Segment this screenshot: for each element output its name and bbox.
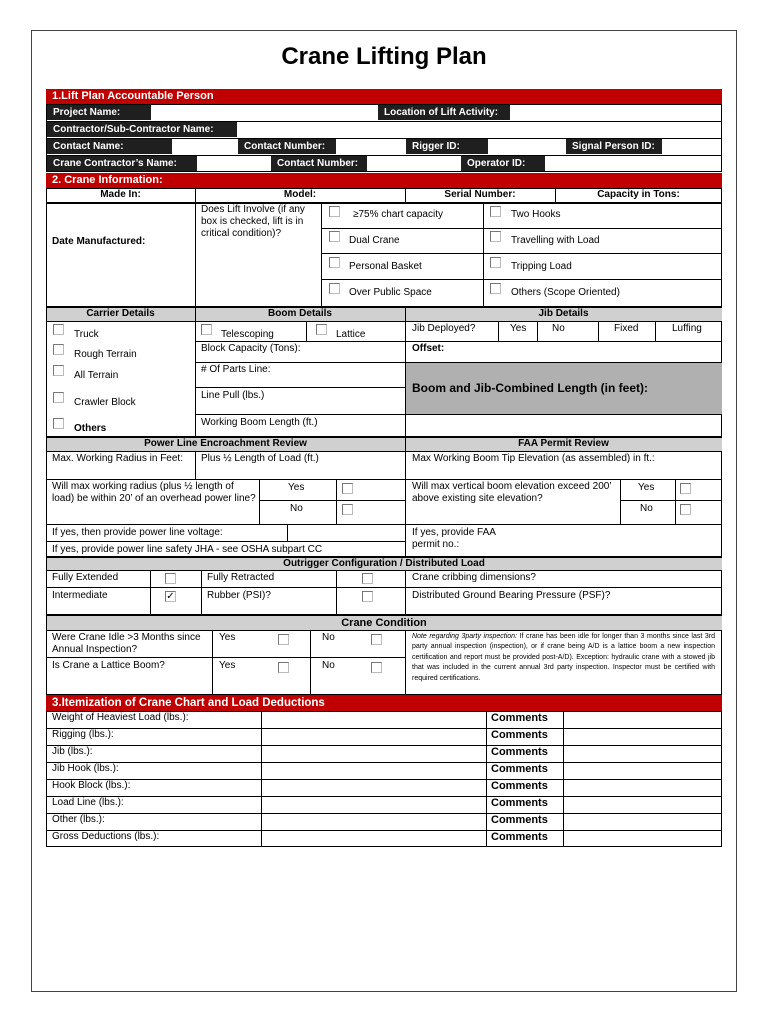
- comments-label: Comments: [491, 763, 548, 775]
- comments-field[interactable]: [564, 797, 721, 813]
- idle-question: Were Crane Idle >3 Months since Annual Inspection?: [52, 632, 201, 655]
- inspection-note: [412, 632, 715, 684]
- tripping-load-checkbox[interactable]: [490, 257, 501, 268]
- dual-crane-label: Dual Crane: [349, 235, 400, 246]
- lattice-no-label: No: [322, 660, 335, 671]
- comments-field[interactable]: [564, 831, 721, 847]
- chart-capacity-checkbox[interactable]: [329, 206, 340, 217]
- public-space-checkbox[interactable]: [329, 283, 340, 294]
- crane-contractor-label: Crane Contractor’s Name:: [47, 156, 197, 171]
- operator-id-label: Operator ID:: [461, 156, 545, 171]
- lattice-question: Is Crane a Lattice Boom?: [52, 660, 165, 671]
- inspection-note-title: Note regarding 3party inspection:: [412, 633, 517, 640]
- deduction-value-field[interactable]: [262, 712, 486, 728]
- contact-name-label: Contact Name:: [47, 139, 172, 154]
- parts-line-label: # Of Parts Line:: [201, 364, 271, 375]
- dual-crane-checkbox[interactable]: [329, 231, 340, 242]
- lattice-yes-label: Yes: [219, 660, 236, 671]
- within-20-question: Will max working radius (plus ½ length of load) be within 20’ of an overhead power line?: [52, 481, 256, 504]
- comments-label: Comments: [491, 780, 548, 792]
- max-tip-label: Max Working Boom Tip Elevation (as assembled) in ft.:: [412, 453, 655, 464]
- boom-details-label: Boom Details: [268, 308, 332, 319]
- deduction-row-label: Gross Deductions (lbs.):: [52, 831, 160, 842]
- contact-number-field[interactable]: [336, 139, 406, 155]
- jib-details-label: Jib Details: [538, 308, 589, 319]
- lift-involve-question: Does Lift Involve (if any box is checked, lift is in critical condition)?: [201, 204, 305, 239]
- section-3-header: 3.Itemization of Crane Chart and Load Deductions: [46, 695, 722, 711]
- max-radius-label: Max. Working Radius in Feet:: [52, 453, 183, 464]
- others-carrier-label: Others: [74, 423, 107, 434]
- rigger-id-label: Rigger ID:: [406, 139, 488, 154]
- crawler-block-checkbox[interactable]: [53, 392, 64, 403]
- truck-label: Truck: [74, 329, 99, 340]
- project-name-field[interactable]: [151, 105, 377, 121]
- offset-label: Offset:: [412, 343, 445, 354]
- deduction-row-label: Other (lbs.):: [52, 814, 105, 825]
- idle-yes-checkbox[interactable]: [278, 634, 289, 645]
- jib-luffing-option[interactable]: Luffing: [672, 323, 702, 334]
- comments-field[interactable]: [564, 729, 721, 745]
- comments-label: Comments: [491, 831, 548, 843]
- deduction-value-field[interactable]: [262, 763, 486, 779]
- project-name-label: Project Name:: [47, 105, 151, 120]
- idle-no-checkbox[interactable]: [371, 634, 382, 645]
- boom-jib-length-label: Boom and Jib-Combined Length (in feet):: [412, 381, 648, 395]
- travelling-label: Travelling with Load: [511, 235, 600, 246]
- comments-label: Comments: [491, 729, 548, 741]
- within-20-yes-checkbox[interactable]: [342, 483, 353, 494]
- faa-header: FAA Permit Review: [518, 438, 609, 449]
- comments-label: Comments: [491, 797, 548, 809]
- travelling-checkbox[interactable]: [490, 231, 501, 242]
- deduction-value-field[interactable]: [262, 814, 486, 830]
- comments-field[interactable]: [564, 814, 721, 830]
- deduction-row-label: Weight of Heaviest Load (lbs.):: [52, 712, 189, 723]
- contact-name-field[interactable]: [172, 139, 238, 155]
- public-space-label: Over Public Space: [349, 287, 432, 298]
- others-scope-checkbox[interactable]: [490, 283, 501, 294]
- comments-field[interactable]: [564, 712, 721, 728]
- intermediate-label: Intermediate: [52, 590, 108, 601]
- deduction-row-label: Jib Hook (lbs.):: [52, 763, 119, 774]
- working-boom-label: Working Boom Length (ft.): [201, 417, 318, 428]
- comments-field[interactable]: [564, 780, 721, 796]
- exceed-200-yes-label: Yes: [638, 482, 655, 493]
- jib-no-option[interactable]: No: [552, 323, 565, 334]
- exceed-200-yes-checkbox[interactable]: [680, 483, 691, 494]
- within-20-yes-label: Yes: [288, 482, 305, 493]
- others-carrier-checkbox[interactable]: [53, 418, 64, 429]
- comments-label: Comments: [491, 814, 548, 826]
- deduction-value-field[interactable]: [262, 797, 486, 813]
- section-1-header: 1.Lift Plan Accountable Person: [46, 89, 722, 104]
- within-20-no-checkbox[interactable]: [342, 504, 353, 515]
- crane-condition-header: Crane Condition: [341, 617, 427, 629]
- comments-field[interactable]: [564, 763, 721, 779]
- idle-no-label: No: [322, 632, 335, 643]
- intermediate-checkbox[interactable]: ✓: [166, 591, 175, 602]
- jib-deployed-label: Jib Deployed?: [412, 323, 476, 334]
- rough-terrain-label: Rough Terrain: [74, 349, 137, 360]
- location-label: Location of Lift Activity:: [378, 105, 510, 120]
- exceed-200-no-label: No: [640, 503, 653, 514]
- lattice-yes-checkbox[interactable]: [278, 662, 289, 673]
- contact-number-label: Contact Number:: [238, 139, 336, 154]
- rigger-id-field[interactable]: [488, 139, 566, 155]
- plus-half-label: Plus ½ Length of Load (ft.): [201, 453, 319, 464]
- comments-label: Comments: [491, 746, 548, 758]
- operator-id-field[interactable]: [545, 156, 721, 171]
- date-manufactured-label: Date Manufactured:: [52, 236, 146, 247]
- personal-basket-checkbox[interactable]: [329, 257, 340, 268]
- exceed-200-no-checkbox[interactable]: [680, 504, 691, 515]
- page-title: Crane Lifting Plan: [281, 43, 487, 70]
- tripping-load-label: Tripping Load: [511, 261, 572, 272]
- deduction-value-field[interactable]: [262, 746, 486, 762]
- deduction-value-field[interactable]: [262, 831, 486, 847]
- deduction-row-label: Jib (lbs.):: [52, 746, 93, 757]
- two-hooks-checkbox[interactable]: [490, 206, 501, 217]
- comments-field[interactable]: [564, 746, 721, 762]
- personal-basket-label: Personal Basket: [349, 261, 422, 272]
- capacity-label: Capacity in Tons:: [597, 189, 680, 200]
- contact-number-2-label: Contact Number:: [271, 156, 367, 171]
- jib-yes-option[interactable]: Yes: [510, 323, 527, 334]
- block-capacity-label: Block Capacity (Tons):: [201, 343, 301, 354]
- crawler-block-label: Crawler Block: [74, 397, 136, 408]
- telescoping-checkbox[interactable]: [201, 324, 212, 335]
- telescoping-label: Telescoping: [221, 329, 274, 340]
- deduction-row-label: Hook Block (lbs.):: [52, 780, 131, 791]
- crane-contractor-field[interactable]: [197, 156, 271, 171]
- deduction-row-label: Rigging (lbs.):: [52, 729, 114, 740]
- faa-permit-label: If yes, provide FAA permit no.:: [412, 527, 496, 550]
- deduction-value-field[interactable]: [262, 729, 486, 745]
- within-20-no-label: No: [290, 503, 303, 514]
- ground-pressure-label: Distributed Ground Bearing Pressure (PSF)?: [412, 590, 611, 601]
- exceed-200-question: Will max vertical boom elevation exceed 200’ above existing site elevation?: [412, 481, 612, 504]
- location-field[interactable]: [510, 105, 721, 121]
- cribbing-label: Crane cribbing dimensions?: [412, 572, 536, 583]
- contact-number-2-field[interactable]: [367, 156, 461, 171]
- lattice-checkbox[interactable]: [316, 324, 327, 335]
- deduction-value-field[interactable]: [262, 780, 486, 796]
- power-line-jha-label: If yes, provide power line safety JHA - see OSHA subpart CC: [52, 544, 323, 555]
- carrier-details-label: Carrier Details: [86, 308, 155, 319]
- power-line-header: Power Line Encroachment Review: [144, 438, 307, 449]
- chart-capacity-label: ≥75% chart capacity: [353, 209, 443, 220]
- contractor-label: Contractor/Sub-Contractor Name:: [47, 122, 237, 137]
- section-2-header: 2. Crane Information:: [46, 173, 722, 188]
- jib-fixed-option[interactable]: Fixed: [614, 323, 639, 334]
- signal-id-field[interactable]: [662, 139, 721, 155]
- power-line-voltage-label: If yes, then provide power line voltage:: [52, 527, 223, 538]
- truck-checkbox[interactable]: [53, 324, 64, 335]
- two-hooks-label: Two Hooks: [511, 209, 561, 220]
- made-in-label: Made In:: [100, 189, 141, 200]
- line-pull-label: Line Pull (lbs.): [201, 390, 265, 401]
- fully-retracted-checkbox[interactable]: [362, 573, 373, 584]
- lattice-label: Lattice: [336, 329, 366, 340]
- inspection-note-body: If crane has been idle for longer than 3 months since last 3rd party annual inspection (inspection), or if crane being A/D is a lattice boom a new inspection certification and report must be provided post-A/D). Exception: hydraulic crane with a stowed jib that was included in the current annual 3rd party inspection. Inspector must be certified with required certifications.: [412, 633, 715, 682]
- comments-label: Comments: [491, 712, 548, 724]
- rubber-label: Rubber (PSI)?: [207, 590, 271, 601]
- rubber-checkbox[interactable]: [362, 591, 373, 602]
- idle-yes-label: Yes: [219, 632, 236, 643]
- contractor-field[interactable]: [237, 122, 721, 138]
- rough-terrain-checkbox[interactable]: [53, 344, 64, 355]
- outrigger-header: Outrigger Configuration / Distributed Load: [283, 558, 485, 569]
- all-terrain-checkbox[interactable]: [53, 365, 64, 376]
- others-scope-label: Others (Scope Oriented): [511, 287, 620, 298]
- fully-extended-label: Fully Extended: [52, 572, 119, 583]
- signal-id-label: Signal Person ID:: [566, 139, 662, 154]
- deduction-row-label: Load Line (lbs.):: [52, 797, 124, 808]
- lattice-no-checkbox[interactable]: [371, 662, 382, 673]
- serial-label: Serial Number:: [444, 189, 516, 200]
- model-label: Model:: [283, 189, 317, 200]
- all-terrain-label: All Terrain: [74, 370, 119, 381]
- fully-extended-checkbox[interactable]: [165, 573, 176, 584]
- fully-retracted-label: Fully Retracted: [207, 572, 275, 583]
